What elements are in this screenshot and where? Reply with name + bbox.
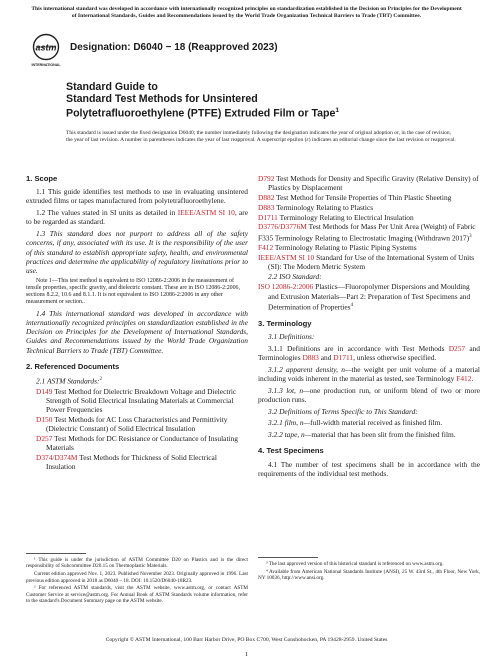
- footnote-1: ¹ This guide is under the jurisdiction of ASTM Committee D20 on Plastics and is the direct responsibility of Subcommittee D20.15 on Thermoplastic Materials.: [26, 557, 248, 570]
- footnote-rule: [258, 557, 318, 558]
- ref-d882: D882 Test Method for Tensile Properties of Thin Plastic Sheeting: [258, 193, 452, 202]
- page-number: 1: [244, 651, 249, 658]
- footnote-4: ⁴ Available from American National Standards Institute (ANSI), 25 W. 43rd St., 4th Floor, New York, NY 10036, http://www.ansi.org.: [258, 568, 480, 582]
- para-4-1: 4.1 The number of test specimens shall be in accordance with the requirements of the individual test methods.: [258, 459, 480, 478]
- para-1-4: 1.4 This international standard was developed in accordance with internationally recognized principles on standardization established in the Decision on Principles for the Development of International Standards, Guides and Recommendations issued by the World Trade Organization Technical Barriers to Trade (TBT) Committee.: [26, 308, 248, 355]
- iso-standard-subheading: 2.2 ISO Standard:: [268, 272, 322, 282]
- ref-d150: D150 Test Methods for AC Loss Characteristics and Permittivity (Dielectric Constant) of Solid Electrical Insulation: [36, 414, 228, 434]
- section-scope-heading: 1. Scope: [26, 174, 58, 183]
- para-3-1-3: 3.1.3 lot, n—one production run, or uniform blend of two or more production runs.: [258, 385, 480, 404]
- para-3-2: 3.2 Definitions of Terms Specific to This Standard:: [268, 406, 418, 416]
- para-1-1: 1.1 This guide identifies test methods to use in evaluating unsintered extruded films or tapes manufactured from polytetrafluoroethylene.: [26, 187, 248, 206]
- copyright-footer: Copyright © ASTM International, 100 Barr Harbor Drive, PO Box C700, West Conshohocken, PA 19428-2959. United States: [105, 637, 388, 643]
- title-line-3: Polytetrafluoroethylene (PTFE) Extruded Film or Tape$^1$: [66, 107, 340, 120]
- left-footnotes: [26, 550, 248, 606]
- footnote-3: ³ The last approved version of this historical standard is referenced on www.astm.org.: [266, 561, 444, 567]
- para-3-2-2: 3.2.2 tape, n—material that has been slit from the finished film.: [268, 430, 456, 440]
- footnote-2: ² For referenced ASTM standards, visit the ASTM website, www.astm.org, or contact ASTM Customer Service at service@astm.org. For Annual Book of ASTM Standards volume information, refer to the standard's Document Summary page on the ASTM website.: [26, 585, 248, 605]
- astm-standards-subheading: 2.1 ASTM Standards:$^2$: [36, 376, 102, 386]
- ref-d257: D257 Test Methods for DC Resistance or Conductance of Insulating Materials: [36, 433, 238, 453]
- footnote-1b: Current edition approved Nov. 1, 2023. Published November 2023. Originally approved in 1996. Last previous edition approved in 2018 as D6040 – 18. DOI: 10.1520/D6040-18R23.: [26, 571, 248, 584]
- ref-d1711: D1711 Terminology Relating to Electrical Insulation: [258, 212, 414, 222]
- ref-f335: F335 Terminology Relating to Electrostatic Imaging (Withdrawn 2017)$^3$: [258, 233, 472, 243]
- ref-iso-12086: ISO 12086-2:2006 Plastics—Fluoropolymer Dispersions and Moulding and Extrusion Materials—Part 2: Preparation of Test Specimens and Determination of Properties$^4$: [258, 282, 471, 312]
- section-referenced-heading: 2. Referenced Documents: [26, 361, 120, 371]
- para-1-2: 1.2 The values stated in SI units as detailed in IEEE/ASTM SI 10, are to be regarded as standard.: [26, 208, 249, 227]
- title-line-1: Standard Guide to: [66, 81, 158, 93]
- logo-text: INTERNATIONAL: [31, 63, 61, 67]
- ref-f412: F412 Terminology Relating to Plastic Piping Systems: [258, 243, 417, 253]
- document-title: [66, 81, 446, 120]
- ref-d883: D883 Terminology Relating to Plastics: [258, 202, 374, 212]
- para-1-3: 1.3 This standard does not purport to address all of the safety concerns, if any, associated with its use. It is the responsibility of the user of this standard to establish appropriate safety, health, and environmental practices and determine the applicability of regulatory limitations prior to use.: [26, 229, 248, 276]
- issuance-statement: This standard is issued under the fixed designation D6040; the number immediately following the designation indicates the year of original adoption or, in the case of revision, the year of last revision. A number in parentheses indicates the year of last reapproval. A superscript epsilon (ε) indicates an editorial change since the last revision or reapproval.: [66, 130, 456, 143]
- para-3-1-2: 3.1.2 apparent density, n—the weight per unit volume of a material including voids inherent in the material as tested, see Terminology F412.: [258, 364, 480, 383]
- ref-d374: D374/D374M Test Methods for Thickness of Solid Electrical Insulation: [36, 452, 217, 472]
- wto-notice: This international standard was developed in accordance with internationally recognized principles on standardization established in the Decision on Principles for the Development of International Standards, Guides and Recommendations issued by the World Trade Organization Technical Barriers to Trade (TBT) Committee.: [31, 6, 462, 19]
- ref-d792: D792 Test Methods for Density and Specific Gravity (Relative Density) of Plastics by Displacement: [258, 174, 479, 193]
- para-3-1: 3.1 Definitions:: [268, 331, 315, 341]
- ref-ieee-si10: IEEE/ASTM SI 10 Standard for Use of the International System of Units (SI): The Modern Metric System: [258, 253, 475, 272]
- section-terminology-heading: 3. Terminology: [258, 318, 312, 328]
- title-line-2: Standard Test Methods for Unsintered: [66, 93, 258, 106]
- para-3-2-1: 3.2.1 film, n—full-width material received as finished film.: [268, 418, 443, 428]
- note-1: Note 1—This test method is equivalent to ISO 12086-2:2006 in the measurement of tensile properties, specific gravity, and dielectric constant. These are in ISO 12086-2:2006, sections 8.2.2, 10.6 and 8.1.1. It is not equivalent to ISO 12086-2:2006 in any other measurement or section..: [26, 277, 240, 305]
- link-ieee-si10[interactable]: IEEE/ASTM SI 10: [177, 208, 235, 218]
- right-column: [258, 174, 480, 582]
- designation: Designation: D6040 − 18 (Reapproved 2023): [70, 42, 278, 53]
- footnote-rule: [26, 553, 86, 554]
- svg-text:astm: astm: [35, 42, 57, 53]
- astm-logo: [30, 33, 62, 69]
- section-specimens-heading: 4. Test Specimens: [258, 446, 324, 456]
- para-3-1-1: 3.1.1 Definitions are in accordance with Test Methods D257 and Terminologies D883 and D1711, unless otherwise specified.: [258, 343, 480, 362]
- ref-d3776: D3776/D3776M Test Methods for Mass Per Unit Area (Weight) of Fabric: [258, 222, 476, 232]
- right-footnotes: [258, 554, 480, 583]
- ref-d149: D149 Test Method for Dielectric Breakdown Voltage and Dielectric Strength of Solid Electrical Insulating Materials at Commercial Power Frequencies: [36, 386, 237, 415]
- left-column: [26, 174, 249, 605]
